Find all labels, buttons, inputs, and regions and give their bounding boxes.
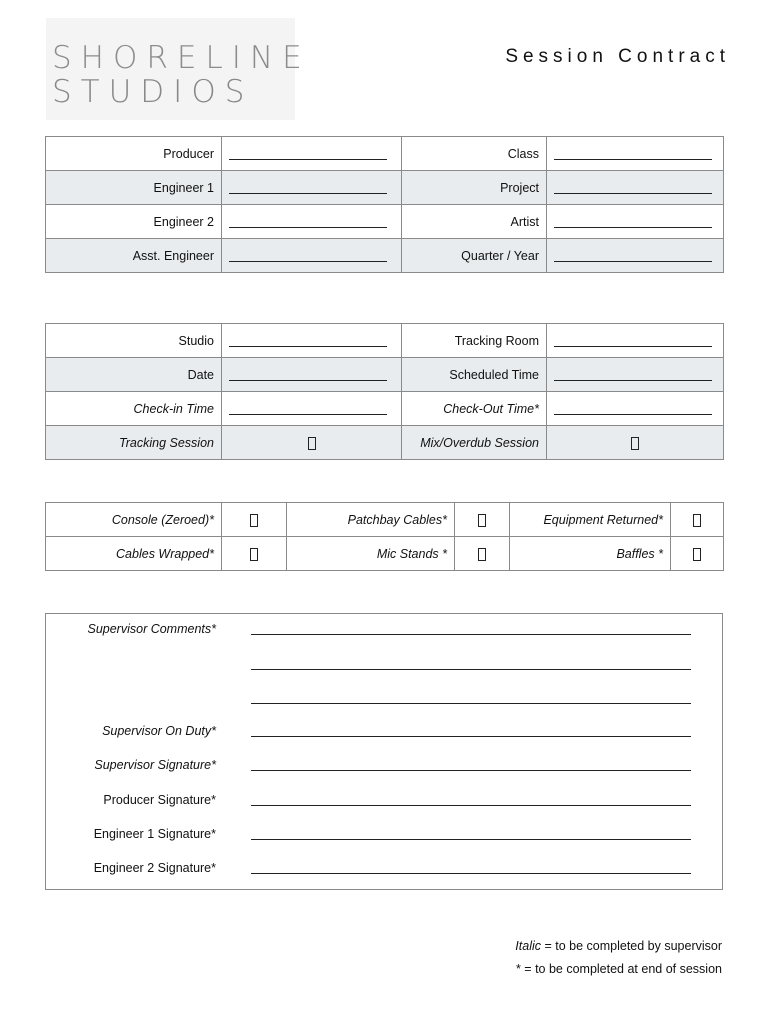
supervisor-comments-line-1[interactable] bbox=[251, 634, 691, 635]
producer-field[interactable] bbox=[222, 137, 402, 171]
class-label: Class bbox=[402, 137, 547, 171]
scheduled-time-field[interactable] bbox=[547, 358, 724, 392]
cables-wrapped-checkbox[interactable] bbox=[250, 548, 258, 561]
project-field[interactable] bbox=[547, 171, 724, 205]
baffles-checkbox-cell bbox=[671, 537, 724, 571]
supervisor-signature-row bbox=[46, 756, 722, 776]
table-row bbox=[46, 358, 724, 392]
mic-stands-checkbox-cell bbox=[455, 537, 510, 571]
scheduled-time-label: Scheduled Time bbox=[402, 358, 547, 392]
producer-signature-row bbox=[46, 791, 722, 811]
session-table bbox=[45, 323, 724, 460]
check-out-time-label: Check-Out Time* bbox=[402, 392, 547, 426]
equipment-returned-checkbox[interactable] bbox=[693, 514, 701, 527]
project-label: Project bbox=[402, 171, 547, 205]
check-in-time-label: Check-in Time bbox=[46, 392, 222, 426]
engineer-2-signature-line[interactable] bbox=[251, 873, 691, 874]
console-zeroed-checkbox[interactable] bbox=[250, 514, 258, 527]
mix-overdub-session-checkbox[interactable] bbox=[631, 437, 639, 450]
asst-engineer-label: Asst. Engineer bbox=[46, 239, 222, 273]
table-row bbox=[46, 171, 724, 205]
patchbay-cables-label: Patchbay Cables* bbox=[287, 503, 455, 537]
console-zeroed-label: Console (Zeroed)* bbox=[46, 503, 222, 537]
tracking-session-checkbox-cell bbox=[222, 426, 402, 460]
document-title: Session Contract bbox=[505, 46, 730, 67]
legend-italic-desc: = to be completed by supervisor bbox=[541, 939, 722, 953]
mic-stands-label: Mic Stands * bbox=[287, 537, 455, 571]
engineer-2-signature-row bbox=[46, 859, 722, 879]
engineer-1-signature-row bbox=[46, 825, 722, 845]
check-in-time-field[interactable] bbox=[222, 392, 402, 426]
engineer-1-field[interactable] bbox=[222, 171, 402, 205]
producer-signature-label: Producer Signature* bbox=[103, 793, 216, 807]
table-row bbox=[46, 503, 724, 537]
studio-logo bbox=[46, 18, 311, 120]
table-row bbox=[46, 239, 724, 273]
supervisor-section bbox=[45, 613, 723, 890]
engineer-2-signature-label: Engineer 2 Signature* bbox=[93, 861, 216, 875]
patchbay-cables-checkbox[interactable] bbox=[478, 514, 486, 527]
engineer-2-field[interactable] bbox=[222, 205, 402, 239]
engineer-1-signature-line[interactable] bbox=[251, 839, 691, 840]
supervisor-on-duty-label: Supervisor On Duty* bbox=[102, 724, 216, 738]
producer-signature-line[interactable] bbox=[251, 805, 691, 806]
mix-overdub-session-label: Mix/Overdub Session bbox=[402, 426, 547, 460]
supervisor-signature-line[interactable] bbox=[251, 770, 691, 771]
supervisor-comments-row-2 bbox=[46, 655, 722, 675]
baffles-label: Baffles * bbox=[510, 537, 671, 571]
logo-line-1: SHORELINE bbox=[52, 40, 311, 76]
asst-engineer-field[interactable] bbox=[222, 239, 402, 273]
tracking-session-label: Tracking Session bbox=[46, 426, 222, 460]
cables-wrapped-checkbox-cell bbox=[222, 537, 287, 571]
date-label: Date bbox=[46, 358, 222, 392]
equipment-returned-label: Equipment Returned* bbox=[510, 503, 671, 537]
personnel-table bbox=[45, 136, 724, 273]
table-row bbox=[46, 137, 724, 171]
mic-stands-checkbox[interactable] bbox=[478, 548, 486, 561]
supervisor-comments-label: Supervisor Comments* bbox=[87, 622, 216, 636]
supervisor-on-duty-line[interactable] bbox=[251, 736, 691, 737]
supervisor-comments-line-2[interactable] bbox=[251, 669, 691, 670]
engineer-2-label: Engineer 2 bbox=[46, 205, 222, 239]
cables-wrapped-label: Cables Wrapped* bbox=[46, 537, 222, 571]
artist-label: Artist bbox=[402, 205, 547, 239]
class-field[interactable] bbox=[547, 137, 724, 171]
quarter-year-field[interactable] bbox=[547, 239, 724, 273]
supervisor-on-duty-row bbox=[46, 722, 722, 742]
supervisor-comments-row-3 bbox=[46, 689, 722, 709]
engineer-1-label: Engineer 1 bbox=[46, 171, 222, 205]
table-row bbox=[46, 324, 724, 358]
supervisor-signature-label: Supervisor Signature* bbox=[94, 758, 216, 772]
tracking-room-label: Tracking Room bbox=[402, 324, 547, 358]
console-zeroed-checkbox-cell bbox=[222, 503, 287, 537]
logo-line-2: STUDIOS bbox=[52, 74, 254, 110]
supervisor-comments-line-3[interactable] bbox=[251, 703, 691, 704]
check-out-time-field[interactable] bbox=[547, 392, 724, 426]
studio-field[interactable] bbox=[222, 324, 402, 358]
studio-label: Studio bbox=[46, 324, 222, 358]
date-field[interactable] bbox=[222, 358, 402, 392]
table-row bbox=[46, 537, 724, 571]
table-row bbox=[46, 392, 724, 426]
table-row bbox=[46, 205, 724, 239]
artist-field[interactable] bbox=[547, 205, 724, 239]
tracking-room-field[interactable] bbox=[547, 324, 724, 358]
table-row bbox=[46, 426, 724, 460]
baffles-checkbox[interactable] bbox=[693, 548, 701, 561]
legend-asterisk: * = to be completed at end of session bbox=[515, 962, 722, 976]
quarter-year-label: Quarter / Year bbox=[402, 239, 547, 273]
patchbay-cables-checkbox-cell bbox=[455, 503, 510, 537]
mix-overdub-session-checkbox-cell bbox=[547, 426, 724, 460]
supervisor-comments-row bbox=[46, 620, 722, 640]
producer-label: Producer bbox=[46, 137, 222, 171]
legend-italic bbox=[515, 939, 722, 953]
tracking-session-checkbox[interactable] bbox=[308, 437, 316, 450]
legend-italic-word: Italic bbox=[515, 939, 541, 953]
engineer-1-signature-label: Engineer 1 Signature* bbox=[93, 827, 216, 841]
checkout-table bbox=[45, 502, 724, 571]
equipment-returned-checkbox-cell bbox=[671, 503, 724, 537]
